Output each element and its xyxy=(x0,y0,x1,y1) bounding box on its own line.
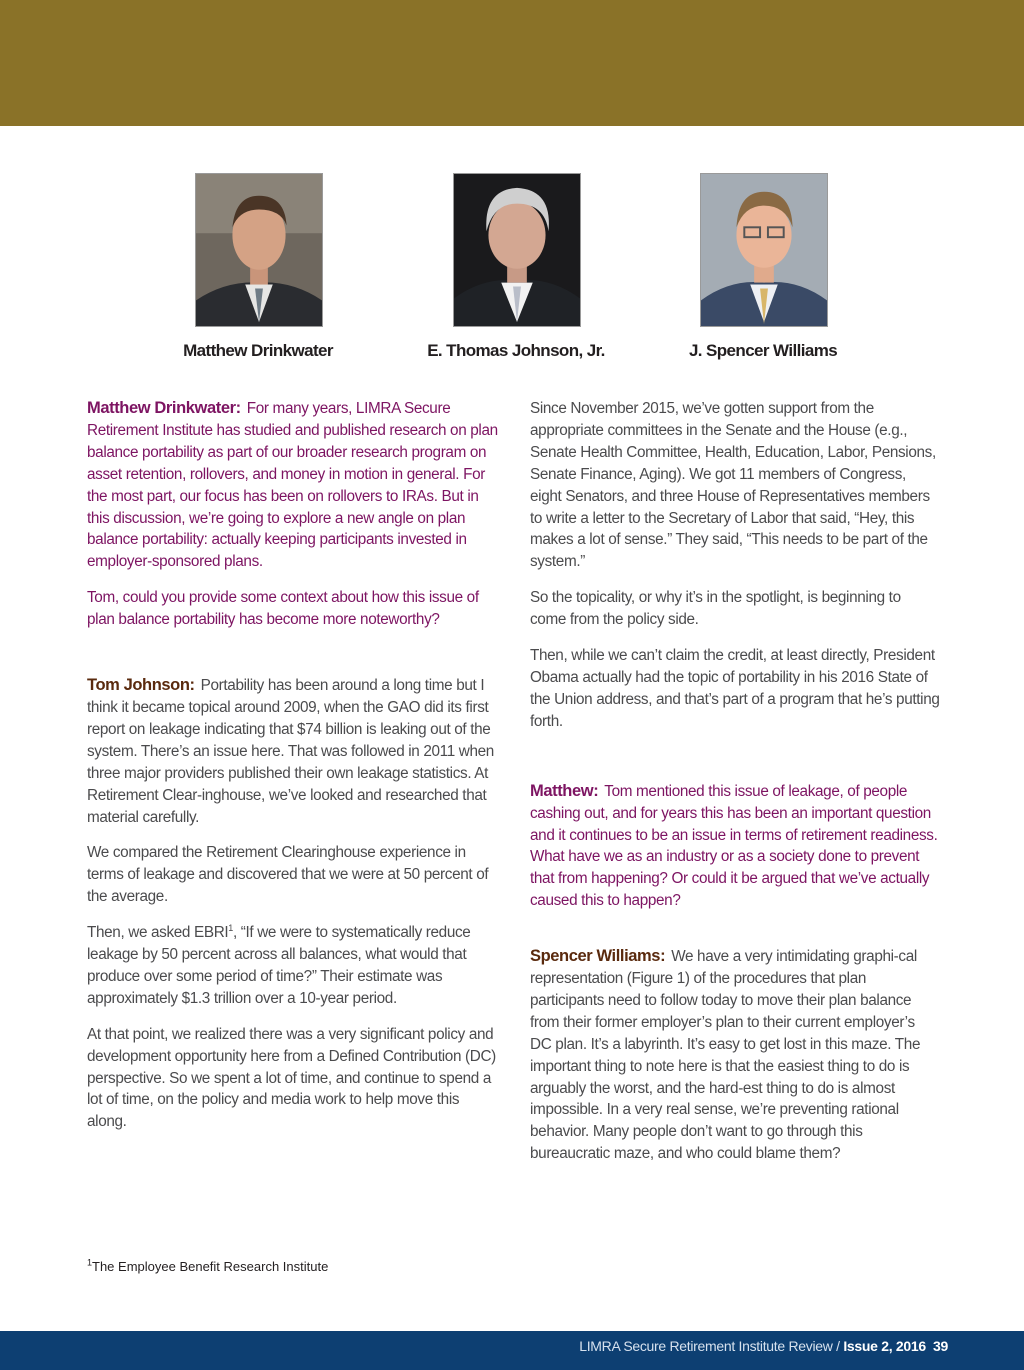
right-column xyxy=(530,398,940,1179)
answer-paragraph: Since November 2015, we’ve gotten support from the appropriate committees in the Senate and the House (e.g., Senate Health Committee, Health, Education, Labor, Pensions, Senate Finance, Aging). We got 11 members of Congress, eight Senators, and three House of Representatives members to write a letter to the Secretary of Labor that said, “Hey, this makes a lot of sense.” They said, “This needs to be part of the system.” xyxy=(530,400,936,571)
header-band xyxy=(0,0,1024,126)
caption-matthew-drinkwater: Matthew Drinkwater xyxy=(183,341,333,360)
paragraph-text: , “If we were to systematically reduce leakage by 50 percent across all balances, what would that produce over some period of time?” Their estimate was approximately $1.3 trillion over a 10-year period. xyxy=(87,924,471,1007)
photo-matthew-drinkwater xyxy=(195,173,323,327)
footnote-number: 1 xyxy=(87,1257,93,1268)
paragraph-text: Tom mentioned this issue of leakage, of people cashing out, and for years this has been an important question and it continues to be an issue in terms of retirement readiness. What have we as an industry or as a society done to prevent that from happening? Or could it be argued that we’ve actually caused this to happen? xyxy=(530,782,938,910)
paragraph-text: Portability has been around a long time but I think it became topical around 2009, when the GAO did its first report on leakage indicating that $74 billion is leaking out of the system. There’s an issue here. That was followed in 2011 when three major providers published their own leakage statistics. At Retirement Clear-inghouse, we’ve looked and researched that material carefully. xyxy=(87,677,494,826)
caption-thomas-johnson: E. Thomas Johnson, Jr. xyxy=(427,341,605,360)
answer-paragraph: At that point, we realized there was a very significant policy and development opportunity here from a Defined Contribution (DC) perspective. So we spent a lot of time, and continue to spend a lot of time, on the policy and media work to help move this along. xyxy=(87,1025,496,1131)
answer-paragraph xyxy=(87,675,499,828)
answer-paragraph xyxy=(530,946,940,1165)
photo-spencer-williams xyxy=(700,173,828,327)
speaker-label: Matthew Drinkwater: xyxy=(87,399,241,417)
page-number: 39 xyxy=(933,1338,948,1354)
paragraph-text: For many years, LIMRA Secure Retirement Institute has studied and published research on plan balance portability as part of our broader research program on asset retention, rollovers, and money in motion in general. For the most part, our focus has been on rollovers to IRAs. But in this discussion, we’re going to explore a new angle on plan balance portability: actually keeping participants invested in employer-sponsored plans. xyxy=(87,400,498,571)
footnote xyxy=(87,1259,328,1274)
footnote-text: The Employee Benefit Research Institute xyxy=(92,1259,329,1274)
answer-paragraph: Then, while we can’t claim the credit, at least directly, President Obama actually had the topic of portability in his 2016 State of the Union address, and that’s part of a program that he’s putting forth. xyxy=(530,647,940,730)
paragraph-text: We have a very intimidating graphi-cal representation (Figure 1) of the procedures that plan participants need to follow today to move their plan balance from their former employer’s plan to their current employer’s DC plan. It’s a labyrinth. It’s easy to get lost in this maze. The important thing to note here is that the easiest thing to do is arguably the worst, and the hard-est thing to do is almost impossible. In a very real sense, we’re preventing rational behavior. Many people don’t want to go through this bureaucratic maze, and who could blame them? xyxy=(530,948,921,1163)
caption-spencer-williams: J. Spencer Williams xyxy=(688,341,838,360)
answer-paragraph xyxy=(87,922,499,1010)
publication-name: LIMRA Secure Retirement Institute Review / xyxy=(579,1338,840,1354)
photo-thomas-johnson xyxy=(453,173,581,327)
speaker-label: Spencer Williams: xyxy=(530,947,666,966)
paragraph-text: Then, we asked EBRI xyxy=(87,924,229,942)
question-paragraph: Tom, could you provide some context about how this issue of plan balance portability has become more noteworthy? xyxy=(87,589,479,629)
issue-label: Issue 2, 2016 xyxy=(843,1338,926,1354)
question-paragraph xyxy=(87,398,499,573)
footnote-marker: 1 xyxy=(228,923,233,934)
answer-paragraph: We compared the Retirement Clearinghouse experience in terms of leakage and discovered that we were at 50 percent of the average. xyxy=(87,844,489,906)
left-column xyxy=(87,398,499,1147)
footer-credit xyxy=(579,1338,948,1354)
question-paragraph xyxy=(530,781,940,912)
answer-paragraph: So the topicality, or why it’s in the spotlight, is beginning to come from the policy side. xyxy=(530,589,901,629)
speaker-label: Matthew: xyxy=(530,781,599,800)
speaker-label: Tom Johnson: xyxy=(87,676,195,695)
